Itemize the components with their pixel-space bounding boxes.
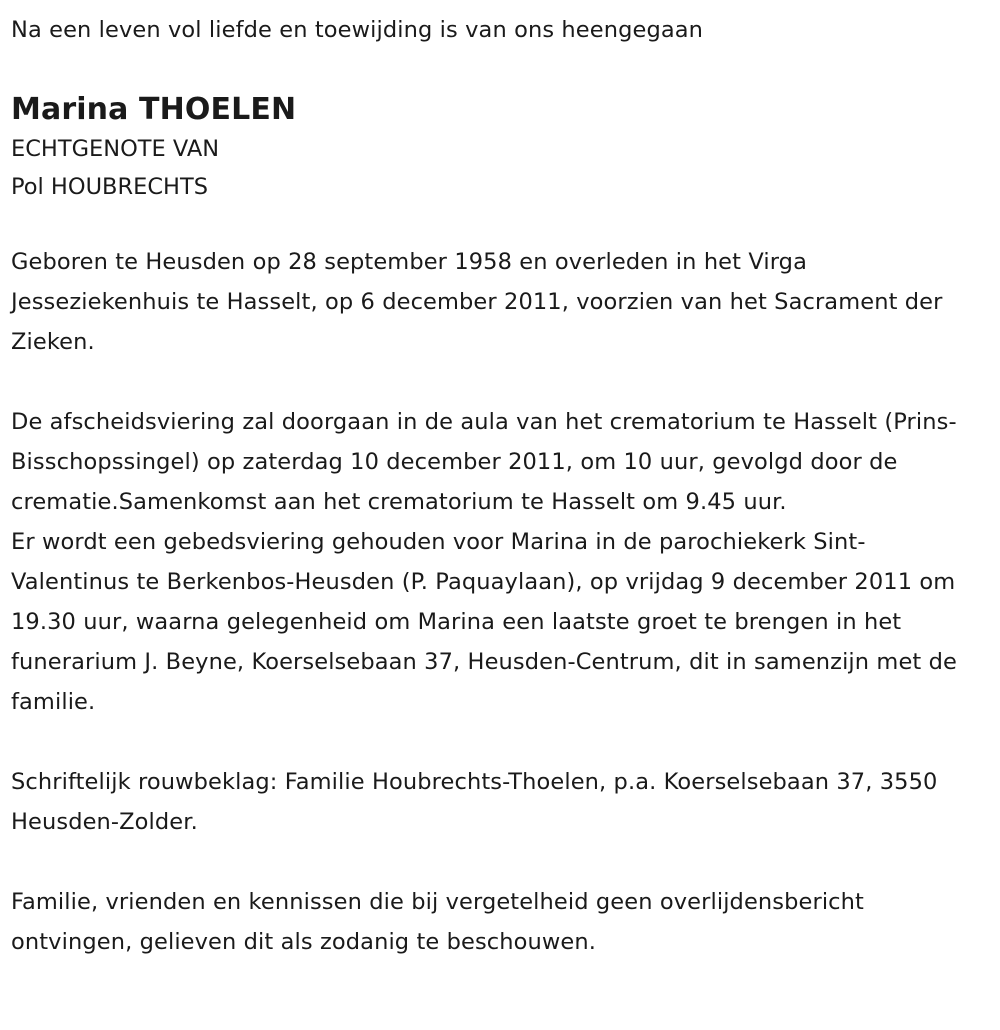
- prayer-service-paragraph: Er wordt een gebedsviering gehouden voor Marina in de parochiekerk Sint-Valentinus te Berkenbos-Heusden (P. Paquaylaan), op vrijdag 9 december 2011 om 19.30 uur, waarna gelegenheid om Marina een laatste groet te brengen in het funerarium J. Beyne, Koerselsebaan 37, Heusden-Centrum, dit in samenzijn met de familie.: [11, 529, 965, 715]
- condolences-paragraph: Schriftelijk rouwbeklag: Familie Houbrechts-Thoelen, p.a. Koerselsebaan 37, 3550 Heusden-Zolder.: [11, 769, 945, 835]
- spouse-name: Pol HOUBRECHTS: [11, 174, 208, 200]
- ceremony-paragraph: De afscheidsviering zal doorgaan in de aula van het crematorium te Hasselt (Prins-Bisschopssingel) op zaterdag 10 december 2011, om 10 uur, gevolgd door de crematie.Samenkomst aan het crematorium te Hasselt om 9.45 uur.: [11, 409, 957, 515]
- closing-paragraph: Familie, vrienden en kennissen die bij vergetelheid geen overlijdensbericht ontvingen, gelieven dit als zodanig te beschouwen.: [11, 889, 872, 955]
- spacer: [11, 842, 986, 882]
- spacer: [11, 362, 986, 402]
- relation-label: ECHTGENOTE VAN: [11, 136, 220, 162]
- spacer: [11, 206, 986, 242]
- intro-sentence: Na een leven vol liefde en toewijding is van ons heengegaan: [11, 17, 704, 43]
- spacer: [11, 722, 986, 762]
- deceased-name: Marina THOELEN: [11, 92, 297, 127]
- birth-and-death-paragraph: Geboren te Heusden op 28 september 1958 en overleden in het Virga Jesseziekenhuis te Hasselt, op 6 december 2011, voorzien van het Sacrament der Zieken.: [11, 249, 950, 355]
